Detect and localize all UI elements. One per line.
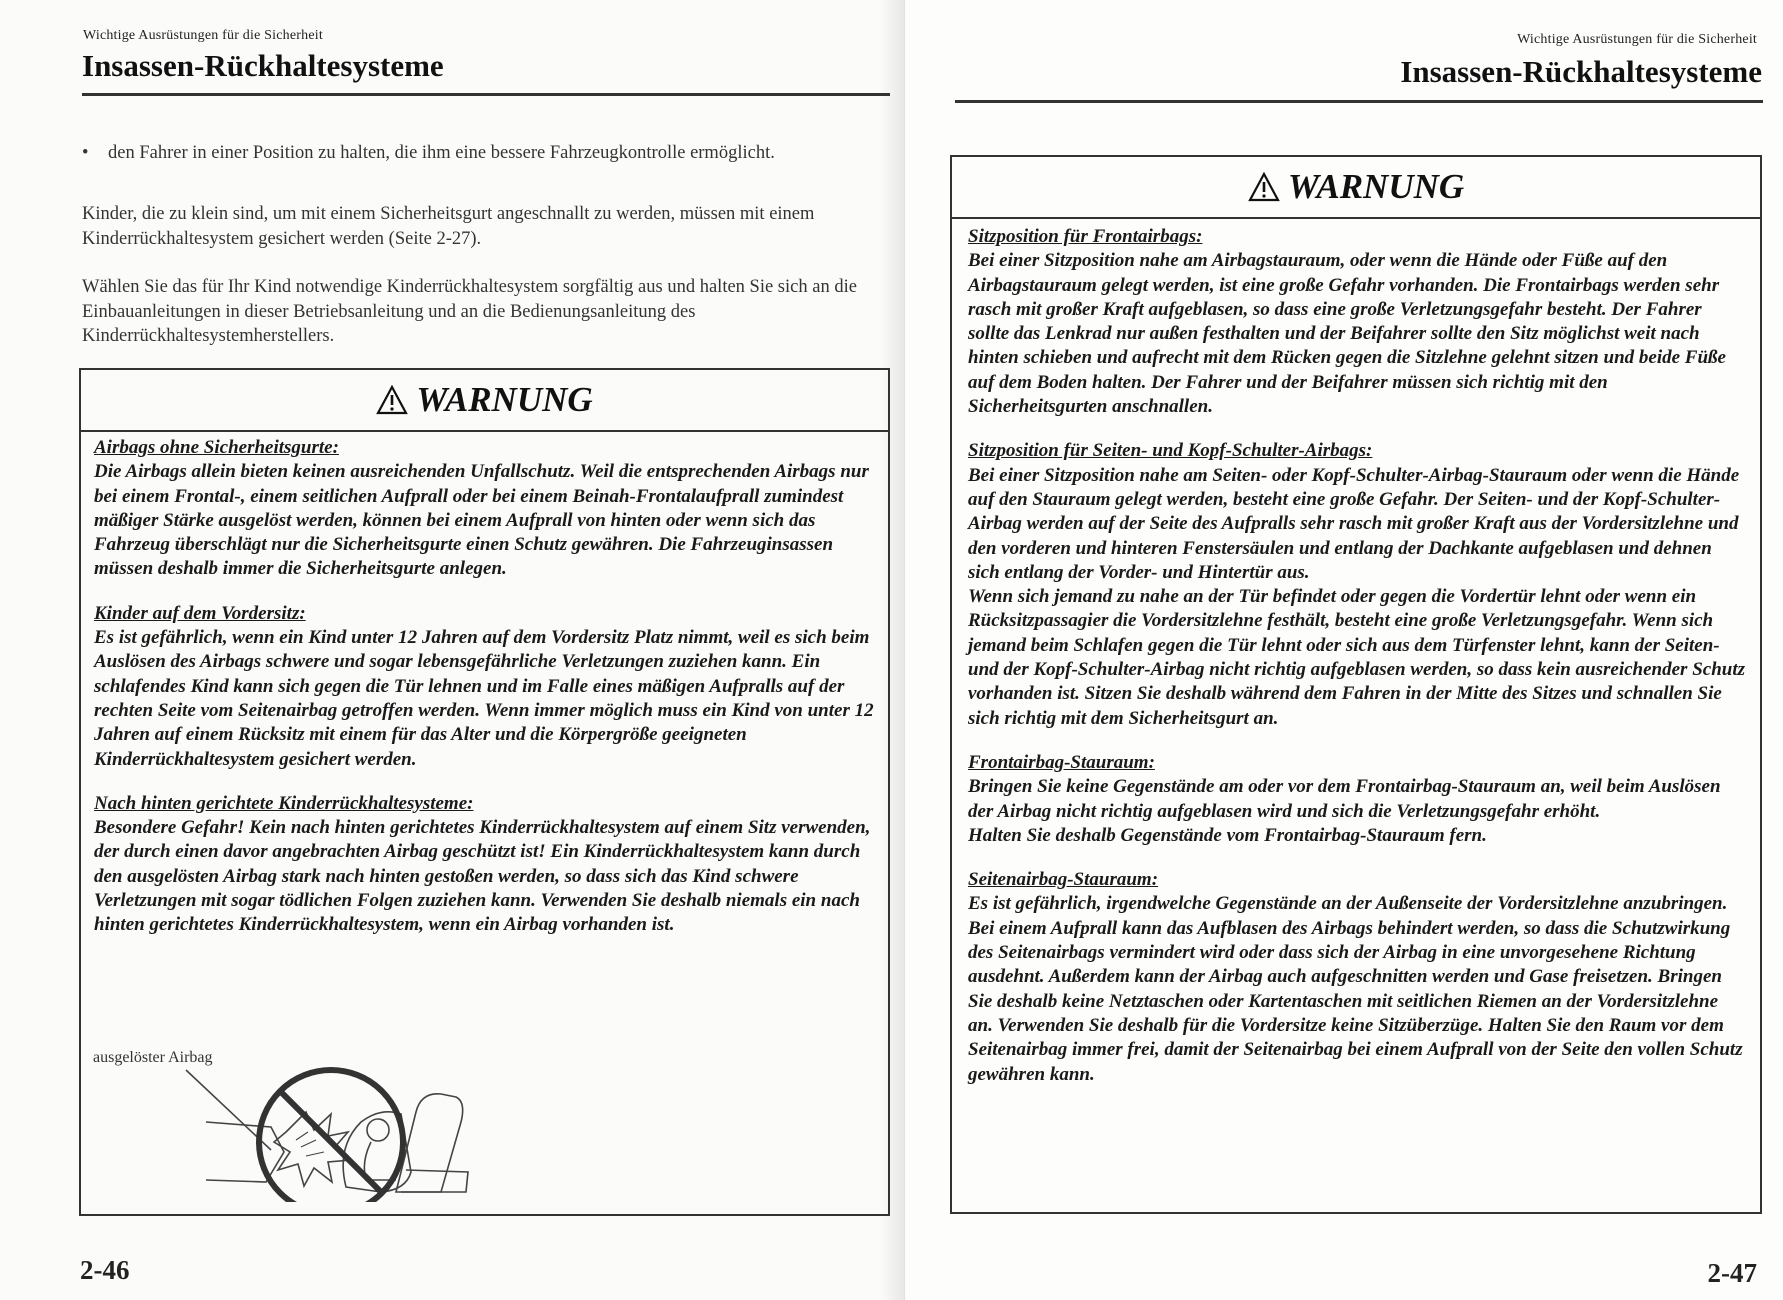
header-rule (82, 93, 890, 96)
warning-section-heading: Sitzposition für Seiten- und Kopf-Schulter-Airbags: (968, 440, 1373, 462)
bullet-dot-icon: • (82, 143, 89, 163)
warning-section-heading: Airbags ohne Sicherheitsgurte: (94, 437, 339, 458)
warning-section (94, 602, 878, 772)
paragraph-selection: Wählen Sie das für Ihr Kind notwendige Kinderrückhaltesystem sorgfältig aus und halten Sie sich an die Einbauanleitungen in dieser Betriebsanleitung und an die Bedienungsanleitung des Kinderrückhaltesystemherstellers. (82, 277, 857, 346)
section-header-title: Insassen-Rückhaltesysteme (82, 48, 444, 83)
warning-section-text: Bei einer Sitzposition nahe am Seiten- oder Kopf-Schulter-Airbag-Stauraum oder wenn die Hände auf den Stauraum gelegt werden, besteht eine große Gefahr. Der Seiten- und der Kopf-Schulter-Airbag werden auf der Seite des Aufpralls sehr rasch mit großer Kraft aus der Vordersitzlehne und den vorderen und hinteren Fenstersäulen und entlang der Dachkante aufgeblasen und dehnen sich entlang der Vorder- und Hintertür aus. (968, 464, 1740, 583)
warning-box (79, 368, 890, 1216)
warning-section-heading: Frontairbag-Stauraum: (968, 751, 1155, 773)
warning-triangle-icon (376, 385, 408, 415)
section-header-small: Wichtige Ausrüstungen für die Sicherheit (83, 28, 323, 43)
warning-content (81, 432, 888, 938)
bullet-item (82, 141, 842, 166)
warning-section (94, 792, 878, 938)
warning-section-text: Bei einer Sitzposition nahe am Airbagstauraum, oder wenn die Hände oder Füße auf den Airbagstauraum gelegt werden, ist eine große Gefahr vorhanden. Die Frontairbags werden sehr rasch mit großer Kraft aufgeblasen, so dass eine große Verletzungsgefahr besteht. Der Fahrer sollte das Lenkrad nur außen festhalten und der Beifahrer sollte den Sitz möglichst weit nach hinten schieben und aufrecht mit dem Rücken gegen die Sitzlehne gelehnt sitzen und beide Füße auf dem Boden halten. Der Fahrer und der Beifahrer müssen sich richtig mit den Sicherheitsgurten anschnallen. (968, 250, 1726, 418)
warning-section-text: Die Airbags allein bieten keinen ausreichenden Unfallschutz. Weil die entsprechenden Airbags nur bei einem Frontal-, einem seitlichen Aufprall oder bei einem Beinah-Frontalaufprall zumindest mäßiger Stärke ausgelöst werden, können bei einem Aufprall von hinten oder wenn sich das Fahrzeug überschlägt nur die Sicherheitsgurte einen Schutz gewähren. Die Fahrzeuginsassen müssen deshalb immer die Sicherheitsgurte anlegen. (94, 461, 869, 580)
warning-section-text: Bringen Sie keine Gegenstände am oder vor dem Frontairbag-Stauraum an, weil beim Auslösen der Airbag nicht richtig aufgeblasen wird und sich die Verletzungsgefahr erhöht. (968, 776, 1721, 822)
warning-section (968, 225, 1746, 419)
page-number: 2-47 (1707, 1258, 1757, 1288)
right-page (905, 0, 1783, 1300)
bullet-text: den Fahrer in einer Position zu halten, die ihm eine bessere Fahrzeugkontrolle ermöglicht. (108, 143, 775, 163)
warning-section-heading: Seitenairbag-Stauraum: (968, 869, 1159, 891)
deployed-airbag-illustration (166, 1052, 506, 1202)
warning-content (952, 219, 1760, 1087)
warning-section-text: Es ist gefährlich, irgendwelche Gegenstände an der Außenseite der Vordersitzlehne anzubringen. Bei einem Aufprall kann das Aufblasen des Airbags behindert werden, so dass die Schutzwirkung des Seitenairbags vermindert wird oder dass sich der Airbag in eine unvorgesehene Richtung ausdehnt. Außerdem kann der Airbag auch aufgeschnitten werden und Gase freisetzen. Bringen Sie deshalb keine Netztaschen oder Kartentaschen mit seitlichen Riemen an der Vordersitzlehne an. Verwenden Sie deshalb für die Vordersitze keine Sitzüberzüge. Halten Sie den Raum vor dem Seitenairbag immer frei, damit der Seitenairbag bei einem Aufprall von der Seite den vollen Schutz gewähren kann. (968, 893, 1743, 1085)
warning-section-heading: Sitzposition für Frontairbags: (968, 226, 1203, 247)
warning-header (952, 157, 1760, 219)
warning-section (968, 439, 1746, 731)
warning-box (950, 155, 1762, 1214)
warning-section (94, 436, 878, 582)
warning-section-heading: Nach hinten gerichtete Kinderrückhaltesysteme: (94, 792, 474, 814)
section-header-title: Insassen-Rückhaltesysteme (1400, 54, 1762, 89)
warning-section-heading: Kinder auf dem Vordersitz: (94, 602, 306, 624)
warning-section-text: Wenn sich jemand zu nahe an der Tür befindet oder gegen die Vordertür lehnt oder wenn ein Rücksitzpassagier die Vordersitzlehne festhält, besteht eine große Verletzungsgefahr. Wenn sich jemand beim Schlafen gegen die Tür lehnt oder sich aus dem Türfenster lehnt, kann der Seiten- und der Kopf-Schulter-Airbag nicht richtig aufgeblasen werden, so dass kein ausreichender Schutz vorhanden ist. Sitzen Sie deshalb während dem Fahren in der Mitte des Sitzes und schnallen Sie sich richtig mit dem Sicherheitsgurt an. (968, 586, 1745, 729)
figure-label: ausgelöster Airbag (93, 1049, 213, 1066)
paragraph-children: Kinder, die zu klein sind, um mit einem Sicherheitsgurt angeschnallt zu werden, müssen mit einem Kinderrückhaltesystem gesichert werden (Seite 2-27). (82, 204, 815, 249)
warning-triangle-icon (1248, 172, 1280, 202)
warning-title: WARNUNG (1287, 167, 1465, 206)
warning-section (968, 751, 1746, 848)
warning-section-text: Besondere Gefahr! Kein nach hinten gerichtetes Kinderrückhaltesystem auf einem Sitz verwenden, der durch einen davor angebrachten Airbag geschützt ist! Ein Kinderrückhaltesystem kann durch den ausgelösten Airbag stark nach hinten gestoßen werden, so dass sich das Kind schwere Verletzungen mit sogar tödlichen Folgen zuziehen kann. Verwenden Sie deshalb niemals ein nach hinten gerichtetes Kinderrückhaltesystem, wenn ein Airbag vorhanden ist. (94, 817, 871, 936)
warning-section (968, 868, 1746, 1087)
header-rule (955, 100, 1763, 103)
warning-title: WARNUNG (416, 380, 593, 419)
warning-section-text: Halten Sie deshalb Gegenstände vom Frontairbag-Stauraum fern. (968, 824, 1487, 846)
warning-section-text: Es ist gefährlich, wenn ein Kind unter 12 Jahren auf dem Vordersitz Platz nimmt, weil es sich beim Auslösen des Airbags schwere und sogar lebensgefährliche Verletzungen zuziehen kann. Ein schlafendes Kind kann sich gegen die Tür lehnen und im Falle eines mäßigen Aufpralls auf der rechten Seite vom Seitenairbag getroffen werden. Wenn immer möglich muss ein Kind von unter 12 Jahren auf einem Rücksitz mit einem für das Alter und die Körpergröße geeigneten Kinderrückhaltesystem gesichert werden. (94, 627, 874, 770)
section-header-small: Wichtige Ausrüstungen für die Sicherheit (1517, 32, 1757, 47)
warning-header (81, 370, 888, 432)
page-number: 2-46 (80, 1255, 130, 1285)
